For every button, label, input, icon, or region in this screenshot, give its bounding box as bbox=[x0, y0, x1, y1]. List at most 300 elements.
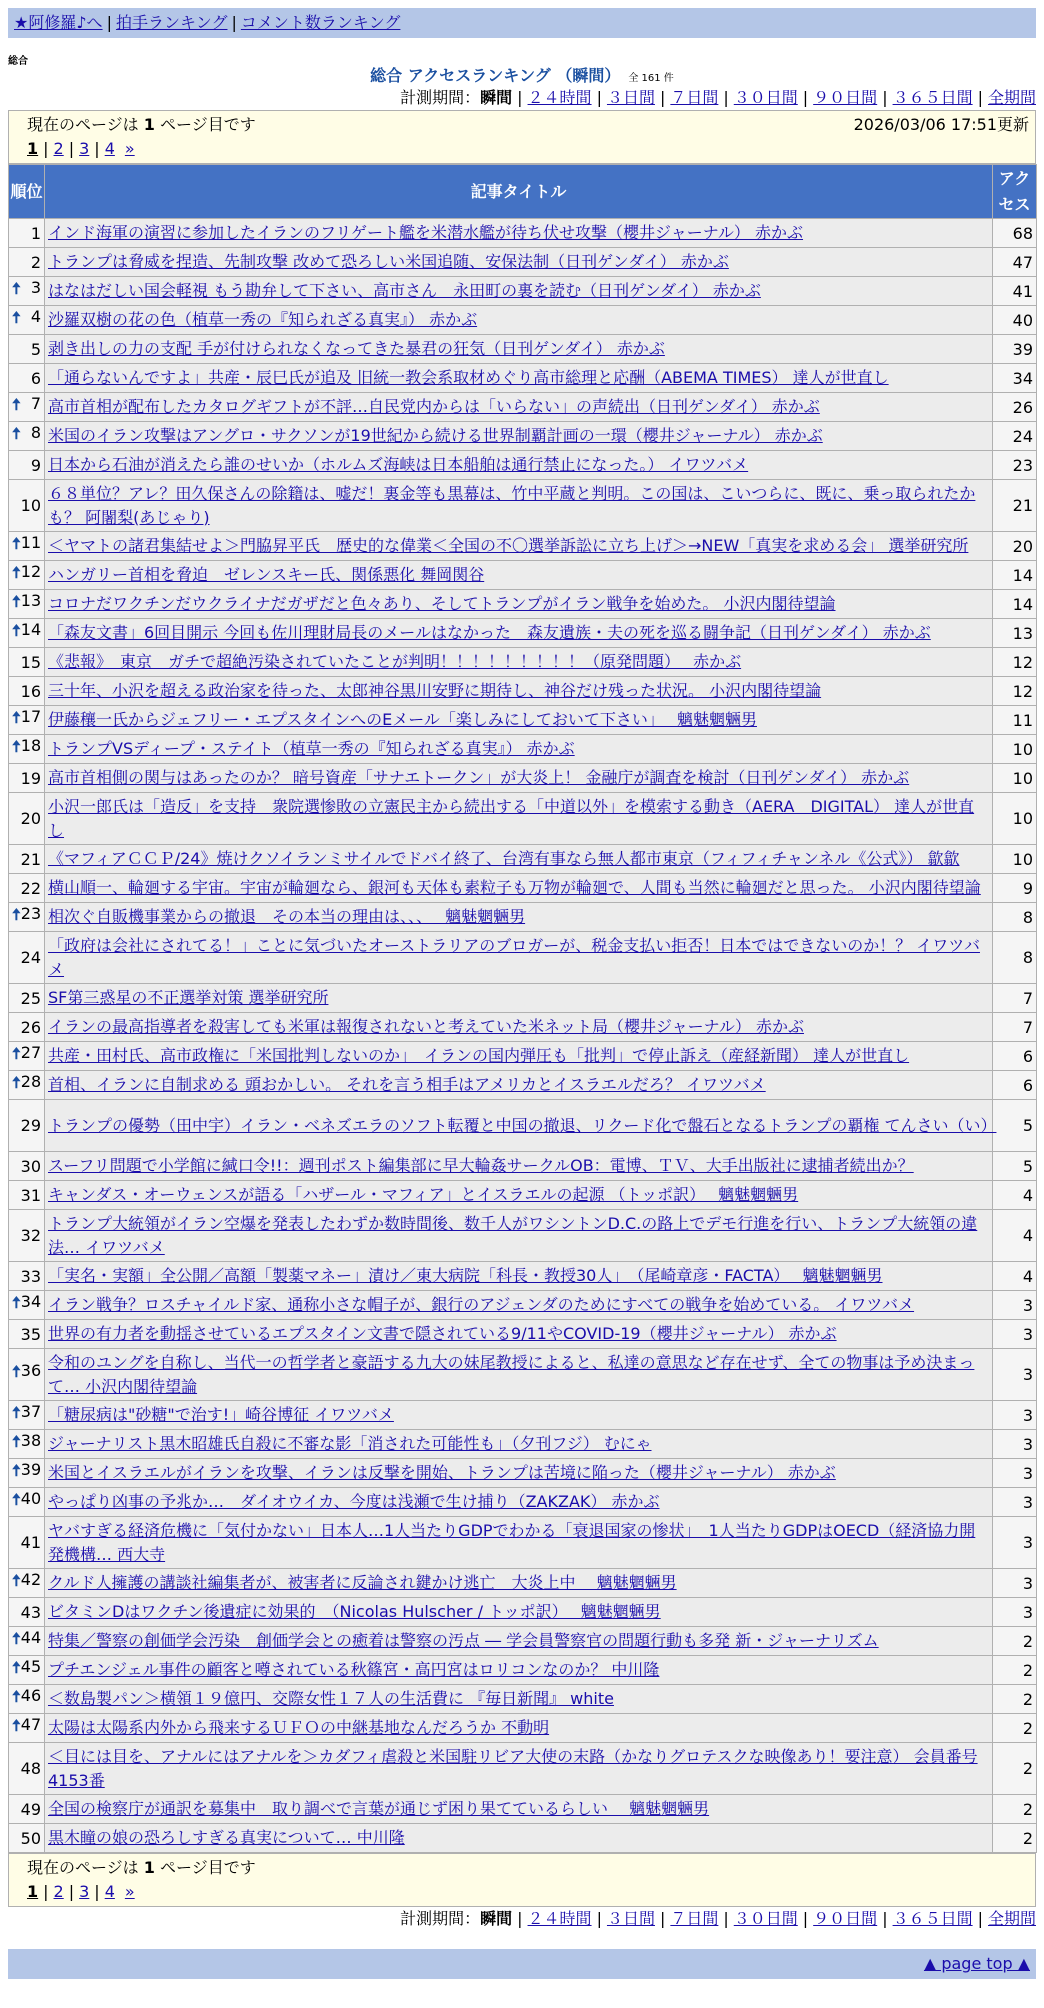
title-cell bbox=[45, 219, 993, 248]
table-row bbox=[9, 277, 1037, 306]
title-cell bbox=[45, 1013, 993, 1042]
article-link[interactable]: 「糖尿病は"砂糖"で治す!」崎谷博征 イワツバメ bbox=[48, 1405, 394, 1424]
rank-cell bbox=[9, 1401, 45, 1430]
title-cell bbox=[45, 1488, 993, 1517]
article-link[interactable]: 黒木瞳の娘の恐ろしすぎる真実について… 中川隆 bbox=[48, 1828, 405, 1847]
title-cell bbox=[45, 706, 993, 735]
article-link[interactable]: 「実名・実額」全公開／高額「製薬マネー」漬け／東大病院「科長・教授30人」 （尾崎章彦・FACTA） 魑魅魍魎男 bbox=[48, 1266, 883, 1285]
rank-number: 21 bbox=[20, 849, 41, 869]
table-row bbox=[9, 1320, 1037, 1349]
rank-cell bbox=[9, 532, 45, 561]
rank-cell bbox=[9, 1181, 45, 1210]
table-row bbox=[9, 1685, 1037, 1714]
access-count: 2 bbox=[993, 1714, 1037, 1743]
title-cell bbox=[45, 1656, 993, 1685]
article-link[interactable]: 高市首相側の関与はあったのか？ 暗号資産「サナエトークン」が大炎上！ 金融庁が調査を検討（日刊ゲンダイ） 赤かぶ bbox=[48, 768, 910, 787]
page-link[interactable]: 3 bbox=[79, 139, 90, 158]
title-cell bbox=[45, 903, 993, 932]
article-link[interactable]: トランプ大統領がイラン空爆を発表したわずか数時間後、数千人がワシントンD.C.の路上でデモ行進を行い、トランプ大統領の違法… イワツバメ bbox=[48, 1213, 978, 1257]
rank-cell bbox=[9, 984, 45, 1013]
access-count: 5 bbox=[993, 1100, 1037, 1152]
table-row bbox=[9, 1824, 1037, 1853]
article-link[interactable]: やっぱり凶事の予兆か… ダイオウイカ、今度は浅瀬で生け捕り（ZAKZAK） 赤かぶ bbox=[48, 1492, 660, 1511]
title-cell bbox=[45, 1152, 993, 1181]
article-link[interactable]: トランプVSディープ・ステイト（植草一秀の『知られざる真実』） 赤かぶ bbox=[48, 739, 575, 758]
period-link[interactable]: ９０日間 bbox=[813, 88, 878, 107]
title-cell bbox=[45, 532, 993, 561]
table-row bbox=[9, 1488, 1037, 1517]
title-cell bbox=[45, 393, 993, 422]
table-row bbox=[9, 1627, 1037, 1656]
rank-up-icon: 🠅 bbox=[12, 1292, 21, 1312]
comment-ranking-link[interactable]: コメント数ランキング bbox=[240, 13, 401, 32]
page-top-link[interactable]: ▲ page top ▲ bbox=[923, 1954, 1030, 1973]
rank-number: 37 bbox=[20, 1401, 42, 1421]
pager-top bbox=[8, 110, 1036, 164]
page-current: 1 bbox=[27, 139, 39, 158]
rank-cell bbox=[9, 1488, 45, 1517]
article-link[interactable]: スーフリ問題で小学館に緘口令!!：週刊ポスト編集部に早大輪姦サークルOB：電博、ＴＶ、大手出版社に逮捕者続出か？ bbox=[48, 1156, 914, 1175]
article-link[interactable]: 小沢一郎氏は「造反」を支持 衆院選惨敗の立憲民主から続出する「中道以外」を模索する動き（AERA DIGITAL） 達人が世直し bbox=[48, 796, 975, 840]
period-link[interactable]: ２４時間 bbox=[527, 88, 592, 107]
table-row bbox=[9, 1459, 1037, 1488]
table-row bbox=[9, 306, 1037, 335]
rank-number: 35 bbox=[20, 1324, 41, 1344]
article-link[interactable]: ＜数島製パン＞横領１９億円、交際女性１７人の生活費に 『毎日新聞』 white bbox=[48, 1689, 614, 1708]
access-count: 14 bbox=[993, 561, 1037, 590]
rank-number: 42 bbox=[20, 1569, 42, 1589]
rank-up-icon: 🠅 bbox=[12, 736, 21, 756]
rank-number: 16 bbox=[20, 681, 41, 701]
title-cell bbox=[45, 1569, 993, 1598]
rank-number: 48 bbox=[20, 1759, 41, 1778]
article-link[interactable]: ＜ヤマトの諸君集結せよ＞門脇昇平氏 歴史的な偉業＜全国の不〇選挙訴訟に立ち上げ＞→NEW「真実を求める会」 選挙研究所 bbox=[48, 536, 969, 555]
article-link[interactable]: インド海軍の演習に参加したイランのフリゲート艦を米潜水艦が待ち伏せ攻撃（櫻井ジャーナル） 赤かぶ bbox=[48, 223, 804, 242]
article-link[interactable]: 伊藤穰一氏からジェフリー・エプスタインへのEメール「楽しみにしておいて下さい」 魑魅魍魎男 bbox=[48, 710, 757, 729]
rank-up-icon: 🠅 bbox=[12, 1628, 21, 1648]
article-link[interactable]: 相次ぐ自販機事業からの撤退 その本当の理由は、、、 魑魅魍魎男 bbox=[48, 907, 526, 926]
table-row bbox=[9, 451, 1037, 480]
rank-number: 36 bbox=[20, 1361, 42, 1380]
period-link[interactable]: ９０日間 bbox=[813, 1909, 878, 1928]
rank-number: 20 bbox=[20, 809, 41, 828]
title-cell bbox=[45, 422, 993, 451]
access-count: 2 bbox=[993, 1685, 1037, 1714]
period-link[interactable]: ７日間 bbox=[670, 1909, 719, 1928]
article-link[interactable]: クルド人擁護の講談社編集者が、被害者に反論され鍵かけ逃亡 大炎上中 魑魅魍魎男 bbox=[48, 1573, 677, 1592]
access-count: 5 bbox=[993, 1152, 1037, 1181]
rank-number: 45 bbox=[20, 1656, 42, 1676]
article-link[interactable]: トランプは脅威を捏造、先制攻撃 改めて恐ろしい米国追随、安保法制（日刊ゲンダイ） 赤かぶ bbox=[48, 252, 729, 271]
rank-cell bbox=[9, 1100, 45, 1152]
rank-cell bbox=[9, 1569, 45, 1598]
page-separator: | bbox=[94, 139, 100, 158]
rank-number: 6 bbox=[30, 368, 41, 388]
rank-cell bbox=[9, 306, 45, 335]
title-cell bbox=[45, 306, 993, 335]
table-row bbox=[9, 393, 1037, 422]
table-row bbox=[9, 1401, 1037, 1430]
total-count: 全 161 件 bbox=[628, 73, 674, 84]
rank-number: 7 bbox=[30, 393, 41, 413]
title-cell bbox=[45, 561, 993, 590]
rank-number: 39 bbox=[20, 1459, 42, 1479]
access-count: 12 bbox=[993, 677, 1037, 706]
page-current: 1 bbox=[27, 1882, 39, 1901]
table-row bbox=[9, 1152, 1037, 1181]
period-link[interactable]: ３６５日間 bbox=[892, 1909, 973, 1928]
access-count: 2 bbox=[993, 1656, 1037, 1685]
access-count: 9 bbox=[993, 874, 1037, 903]
updated-time: 2026/03/06 17:51更新 bbox=[853, 115, 1029, 134]
article-link[interactable]: ６８単位？アレ？田久保さんの除籍は、嘘だ！裏金等も黒幕は、竹中平蔵と判明。この国は、こいつらに、既に、乗っ取られたかも？ 阿闍梨(あじゃり) bbox=[48, 483, 976, 527]
page-link[interactable]: 3 bbox=[79, 1882, 90, 1901]
article-link[interactable]: 首相、イランに自制求める 頭おかしい。 それを言う相手はアメリカとイスラエルだろ？ イワツバメ bbox=[48, 1075, 766, 1094]
article-link[interactable]: 三十年、小沢を超える政治家を待った、太郎神谷黒川安野に期待し、神谷だけ残った状況。 小沢内閣待望論 bbox=[48, 681, 822, 700]
table-row bbox=[9, 335, 1037, 364]
access-count: 3 bbox=[993, 1291, 1037, 1320]
article-link[interactable]: 「通らないんですよ」共産・辰巳氏が追及 旧統一教会系取材めぐり高市総理と応酬（ABEMA TIMES） 達人が世直し bbox=[48, 368, 889, 387]
rank-number: 12 bbox=[20, 561, 42, 581]
title-cell bbox=[45, 480, 993, 532]
column-count: アクセス bbox=[993, 165, 1037, 219]
rank-number: 38 bbox=[20, 1430, 42, 1450]
table-row bbox=[9, 1714, 1037, 1743]
rank-cell bbox=[9, 1430, 45, 1459]
article-link[interactable]: ヤバすぎる経済危機に「気付かない」日本人…1人当たりGDPでわかる「衰退国家の惨状」 1人当たりGDPはOECD（経済協力開発機構… 西大寺 bbox=[48, 1520, 976, 1564]
page-separator: | bbox=[68, 1882, 75, 1901]
access-count: 11 bbox=[993, 706, 1037, 735]
title-cell bbox=[45, 1181, 993, 1210]
rank-up-icon: 🠅 bbox=[12, 620, 21, 640]
table-row bbox=[9, 561, 1037, 590]
article-link[interactable]: ジャーナリスト黒木昭雄氏自殺に不審な影「消された可能性も」（夕刊フジ） むにゃ bbox=[48, 1434, 652, 1453]
rank-cell bbox=[9, 1656, 45, 1685]
rank-number: 14 bbox=[20, 619, 42, 639]
article-link[interactable]: トランプの優勢（田中宇）イラン・ベネズエラのソフト転覆と中国の撤退、リクード化で盤石となるトランプの覇権 てんさい（い） bbox=[48, 1115, 997, 1135]
period-current: 瞬間 bbox=[480, 88, 513, 107]
title-cell bbox=[45, 677, 993, 706]
access-count: 8 bbox=[993, 903, 1037, 932]
rank-cell bbox=[9, 706, 45, 735]
rank-number: 43 bbox=[20, 1602, 41, 1622]
period-link[interactable]: ３０日間 bbox=[733, 88, 798, 107]
article-link[interactable]: イラン戦争？ロスチャイルド家、通称小さな帽子が、銀行のアジェンダのためにすべての戦争を始めている。 イワツバメ bbox=[48, 1295, 915, 1314]
top-navigation bbox=[8, 8, 1036, 38]
table-row bbox=[9, 1071, 1037, 1100]
rank-cell bbox=[9, 619, 45, 648]
rank-up-icon: 🠅 bbox=[12, 1072, 21, 1092]
period-link[interactable]: ３０日間 bbox=[733, 1909, 798, 1928]
article-link[interactable]: 世界の有力者を動揺させているエプスタイン文書で隠されている9/11やCOVID-19（櫻井ジャーナル） 赤かぶ bbox=[48, 1324, 837, 1343]
article-link[interactable]: 特集／警察の創価学会汚染 創価学会との癒着は警察の汚点 ― 学会員警察官の問題行動も多発 新・ジャーナリズム bbox=[48, 1631, 879, 1650]
rank-number: 15 bbox=[20, 652, 41, 672]
rank-up-icon: 🠅 bbox=[12, 307, 21, 327]
page-link[interactable]: 2 bbox=[53, 1882, 64, 1901]
rank-cell bbox=[9, 1598, 45, 1627]
title-cell bbox=[45, 1795, 993, 1824]
rank-number: 41 bbox=[20, 1533, 41, 1552]
access-count: 21 bbox=[993, 480, 1037, 532]
rank-up-icon: 🠅 bbox=[12, 1362, 21, 1381]
category-label: 総合 bbox=[8, 56, 28, 67]
rank-number: 5 bbox=[30, 339, 41, 359]
title-cell bbox=[45, 1100, 997, 1152]
current-page-text: 現在のページは 1 ページ目です bbox=[27, 115, 256, 134]
rank-number: 11 bbox=[20, 532, 42, 552]
rank-number: 25 bbox=[20, 988, 41, 1008]
rank-number: 26 bbox=[20, 1017, 41, 1037]
rank-cell bbox=[9, 1320, 45, 1349]
rank-cell bbox=[9, 735, 45, 764]
rank-up-icon: 🠅 bbox=[12, 533, 21, 553]
table-row bbox=[9, 1569, 1037, 1598]
title-cell bbox=[45, 590, 993, 619]
period-label: 計測期間： bbox=[400, 1909, 481, 1928]
table-row bbox=[9, 1430, 1037, 1459]
rank-number: 30 bbox=[20, 1156, 41, 1176]
access-count: 26 bbox=[993, 393, 1037, 422]
title-cell bbox=[45, 1627, 993, 1656]
access-count: 3 bbox=[993, 1488, 1037, 1517]
rank-cell bbox=[9, 903, 45, 932]
rank-number: 4 bbox=[30, 306, 41, 326]
rank-cell bbox=[9, 1349, 45, 1401]
rank-number: 1 bbox=[30, 223, 41, 243]
period-link[interactable]: ７日間 bbox=[670, 88, 719, 107]
article-link[interactable]: ＜目には目を、アナルにはアナルを＞カダフィ虐殺と米国駐リビア大使の末路（かなりグロテスクな映像あり！要注意） 会員番号4153番 bbox=[48, 1746, 978, 1790]
access-count: 3 bbox=[993, 1430, 1037, 1459]
period-separator: | bbox=[802, 1909, 809, 1928]
page-link[interactable]: 4 bbox=[104, 1882, 115, 1901]
page-separator: | bbox=[68, 139, 75, 158]
article-link[interactable]: 横山順一、輪廻する宇宙。宇宙が輪廻なら、銀河も天体も素粒子も万物が輪廻で、人間も当然に輪廻だと思った。 小沢内閣待望論 bbox=[48, 878, 981, 897]
title-cell bbox=[45, 1743, 993, 1795]
period-link[interactable]: ３６５日間 bbox=[892, 88, 973, 107]
title-cell bbox=[45, 845, 993, 874]
rank-cell bbox=[9, 1042, 45, 1071]
access-count: 24 bbox=[993, 422, 1037, 451]
article-link[interactable]: SF第三惑星の不正選挙対策 選挙研究所 bbox=[48, 988, 329, 1007]
next-page-link[interactable]: » bbox=[124, 1882, 135, 1901]
access-count: 3 bbox=[993, 1320, 1037, 1349]
table-row bbox=[9, 1291, 1037, 1320]
rank-cell bbox=[9, 451, 45, 480]
article-link[interactable]: 《マフィアＣＣＰ/24》焼けクソイランミサイルでドバイ終了、台湾有事なら無人都市東京（フィフィチャンネル《公式》） 歙歙 bbox=[48, 849, 960, 868]
rank-cell bbox=[9, 393, 45, 422]
article-link[interactable]: ビタミンDはワクチン後遺症に効果的 （Nicolas Hulscher / トッポ訳） 魑魅魍魎男 bbox=[48, 1602, 661, 1621]
access-count: 3 bbox=[993, 1598, 1037, 1627]
access-count: 7 bbox=[993, 1013, 1037, 1042]
period-selector bbox=[8, 86, 1036, 110]
period-separator: | bbox=[723, 88, 729, 107]
rank-cell bbox=[9, 364, 45, 393]
next-page-link[interactable]: » bbox=[124, 139, 135, 158]
title-cell bbox=[45, 451, 993, 480]
rank-number: 47 bbox=[20, 1714, 42, 1734]
rank-number: 9 bbox=[30, 455, 41, 475]
period-separator: | bbox=[659, 88, 666, 107]
access-count: 4 bbox=[993, 1181, 1037, 1210]
rank-number: 40 bbox=[20, 1488, 42, 1508]
rank-cell bbox=[9, 590, 45, 619]
access-count: 23 bbox=[993, 451, 1037, 480]
article-link[interactable]: コロナだワクチンだウクライナだガザだと色々あり、そしてトランプがイラン戦争を始めた。 小沢内閣待望論 bbox=[48, 594, 836, 613]
rank-up-icon: 🠅 bbox=[12, 707, 21, 727]
period-separator: | bbox=[882, 1909, 888, 1928]
rank-cell bbox=[9, 932, 45, 984]
table-row bbox=[9, 1743, 1037, 1795]
access-count: 34 bbox=[993, 364, 1037, 393]
article-link[interactable]: 太陽は太陽系内外から飛来するＵＦＯの中継基地なんだろうか 不動明 bbox=[48, 1718, 550, 1737]
table-row bbox=[9, 793, 1037, 845]
access-count: 2 bbox=[993, 1824, 1037, 1853]
rank-cell bbox=[9, 480, 45, 532]
access-count: 13 bbox=[993, 619, 1037, 648]
rank-number: 23 bbox=[20, 903, 42, 923]
rank-number: 8 bbox=[30, 422, 41, 442]
article-link[interactable]: 剥き出しの力の支配 手が付けられなくなってきた暴君の狂気（日刊ゲンダイ） 赤かぶ bbox=[48, 339, 665, 358]
rank-cell bbox=[9, 1714, 45, 1743]
article-link[interactable]: 《悲報》 東京 ガチで超絶汚染されていたことが判明！！！！！！！！！（原発問題） 赤かぶ bbox=[48, 652, 742, 671]
rank-number: 50 bbox=[20, 1828, 41, 1848]
article-link[interactable]: 高市首相が配布したカタログギフトが不評…自民党内からは「いらない」の声続出（日刊ゲンダイ） 赤かぶ bbox=[48, 397, 820, 416]
rank-number: 10 bbox=[20, 496, 41, 515]
home-link[interactable]: ★阿修羅♪へ bbox=[14, 13, 103, 32]
access-count: 47 bbox=[993, 248, 1037, 277]
article-link[interactable]: 全国の検察庁が通訳を募集中 取り調べで言葉が通じず困り果てているらしい 魑魅魍魎男 bbox=[48, 1799, 710, 1818]
rank-cell bbox=[9, 561, 45, 590]
article-link[interactable]: プチエンジェル事件の顧客と噂されている秋篠宮・高円宮はロリコンなのか？ 中川隆 bbox=[48, 1660, 660, 1679]
table-row bbox=[9, 903, 1037, 932]
period-separator: | bbox=[659, 1909, 666, 1928]
title-cell bbox=[45, 335, 993, 364]
rank-cell bbox=[9, 1795, 45, 1824]
table-row bbox=[9, 1656, 1037, 1685]
article-link[interactable]: ハンガリー首相を脅迫 ゼレンスキー氏、関係悪化 舞岡関谷 bbox=[48, 565, 485, 584]
table-row bbox=[9, 677, 1037, 706]
access-count: 10 bbox=[993, 764, 1037, 793]
page-separator: | bbox=[94, 1882, 100, 1901]
rank-up-icon: 🠅 bbox=[12, 278, 21, 298]
rank-up-icon: 🠅 bbox=[12, 1402, 21, 1422]
rank-cell bbox=[9, 219, 45, 248]
period-separator: | bbox=[517, 1909, 523, 1928]
rank-cell bbox=[9, 764, 45, 793]
table-row bbox=[9, 364, 1037, 393]
article-link[interactable]: 米国とイスラエルがイランを攻撃、イランは反撃を開始、トランプは苦境に陥った（櫻井ジャーナル） 赤かぶ bbox=[48, 1463, 836, 1482]
table-row bbox=[9, 845, 1037, 874]
pager-bottom bbox=[8, 1853, 1036, 1907]
rank-number: 17 bbox=[20, 706, 42, 726]
nav-separator: | bbox=[231, 13, 237, 32]
access-count: 3 bbox=[993, 1401, 1037, 1430]
period-label: 計測期間： bbox=[400, 88, 481, 107]
title-cell bbox=[45, 248, 993, 277]
table-row bbox=[9, 735, 1037, 764]
title-cell bbox=[45, 1042, 993, 1071]
rank-number: 46 bbox=[20, 1685, 42, 1705]
table-row bbox=[9, 984, 1037, 1013]
title-cell bbox=[45, 984, 993, 1013]
rank-number: 18 bbox=[20, 735, 42, 755]
rank-up-icon: 🠅 bbox=[12, 1460, 21, 1480]
table-row bbox=[9, 932, 1037, 984]
table-row bbox=[9, 619, 1037, 648]
period-link[interactable]: 全期間 bbox=[987, 1909, 1036, 1928]
title-cell bbox=[45, 1071, 993, 1100]
rank-up-icon: 🠅 bbox=[12, 591, 21, 611]
page-link[interactable]: 2 bbox=[53, 139, 64, 158]
article-link[interactable]: 令和のユングを自称し、当代一の哲学者と豪語する九大の妹尾教授によると、私達の意思など存在せず、全ての物事は予め決まって… 小沢内閣待望論 bbox=[48, 1352, 975, 1396]
rank-cell bbox=[9, 1743, 45, 1795]
article-link[interactable]: キャンダス・オーウェンスが語る「ハザール・マフィア」とイスラエルの起源 （トッポ訳） 魑魅魍魎男 bbox=[48, 1185, 799, 1204]
article-link[interactable]: 米国のイラン攻撃はアングロ・サクソンが19世紀から続ける世界制覇計画の一環（櫻井ジャーナル） 赤かぶ bbox=[48, 426, 823, 445]
article-link[interactable]: 共産・田村氏、高市政権に「米国批判しないのか」 イランの国内弾圧も「批判」で停止訴え（産経新聞） 達人が世直し bbox=[48, 1046, 910, 1065]
period-link[interactable]: ３日間 bbox=[606, 1909, 655, 1928]
clap-ranking-link[interactable]: 拍手ランキング bbox=[115, 13, 228, 32]
page-link[interactable]: 4 bbox=[104, 139, 115, 158]
period-link[interactable]: 全期間 bbox=[987, 88, 1036, 107]
rank-cell bbox=[9, 277, 45, 306]
period-link[interactable]: ２４時間 bbox=[527, 1909, 592, 1928]
footer-bar bbox=[8, 1949, 1036, 1979]
ranking-title: 総合 アクセスランキング （瞬間） bbox=[370, 66, 621, 85]
access-count: 2 bbox=[993, 1627, 1037, 1656]
table-row bbox=[9, 248, 1037, 277]
article-link[interactable]: 「政府は会社にされてる！」ことに気づいたオーストラリアのブロガーが、税金支払い拒否！日本ではできないのか！？ イワツバメ bbox=[48, 935, 980, 979]
rank-cell bbox=[9, 648, 45, 677]
rank-up-icon: 🠅 bbox=[12, 1043, 21, 1063]
table-row bbox=[9, 1262, 1037, 1291]
title-cell bbox=[45, 1430, 993, 1459]
table-row bbox=[9, 1042, 1037, 1071]
article-link[interactable]: イランの最高指導者を殺害しても米軍は報復されないと考えていた米ネット局（櫻井ジャーナル） 赤かぶ bbox=[48, 1017, 804, 1036]
rank-number: 49 bbox=[20, 1799, 41, 1819]
article-link[interactable]: 沙羅双樹の花の色（植草一秀の『知られざる真実』） 赤かぶ bbox=[48, 310, 478, 329]
access-count: 4 bbox=[993, 1210, 1037, 1262]
rank-cell bbox=[9, 1517, 45, 1569]
table-row bbox=[9, 706, 1037, 735]
title-cell bbox=[45, 1517, 993, 1569]
rank-cell bbox=[9, 1152, 45, 1181]
page-links bbox=[27, 1880, 1029, 1904]
table-row bbox=[9, 1100, 1037, 1152]
rank-cell bbox=[9, 1291, 45, 1320]
article-link[interactable]: 日本から石油が消えたら誰のせいか（ホルムズ海峡は日本船舶は通行禁止になった。） イワツバメ bbox=[48, 455, 749, 474]
current-page-text: 現在のページは 1 ページ目です bbox=[27, 1858, 256, 1877]
title-cell bbox=[45, 764, 993, 793]
access-count: 40 bbox=[993, 306, 1037, 335]
title-cell bbox=[45, 1459, 993, 1488]
table-row bbox=[9, 219, 1037, 248]
rank-cell bbox=[9, 248, 45, 277]
page-separator: | bbox=[43, 1882, 49, 1901]
title-cell bbox=[45, 1349, 993, 1401]
rank-number: 3 bbox=[30, 277, 41, 297]
period-separator: | bbox=[596, 88, 602, 107]
period-link[interactable]: ３日間 bbox=[606, 88, 655, 107]
article-link[interactable]: 「森友文書」6回目開示 今回も佐川理財局長のメールはなかった 森友遺族・夫の死を巡る闘争記（日刊ゲンダイ） 赤かぶ bbox=[48, 623, 931, 642]
access-count: 7 bbox=[993, 984, 1037, 1013]
table-row bbox=[9, 1210, 1037, 1262]
table-row bbox=[9, 764, 1037, 793]
rank-number: 28 bbox=[20, 1071, 42, 1091]
rank-number: 34 bbox=[20, 1291, 42, 1311]
article-link[interactable]: はなはだしい国会軽視 もう勘弁して下さい、高市さん 永田町の裏を読む（日刊ゲンダイ） 赤かぶ bbox=[48, 281, 761, 300]
title-cell bbox=[45, 932, 993, 984]
period-separator: | bbox=[882, 88, 888, 107]
